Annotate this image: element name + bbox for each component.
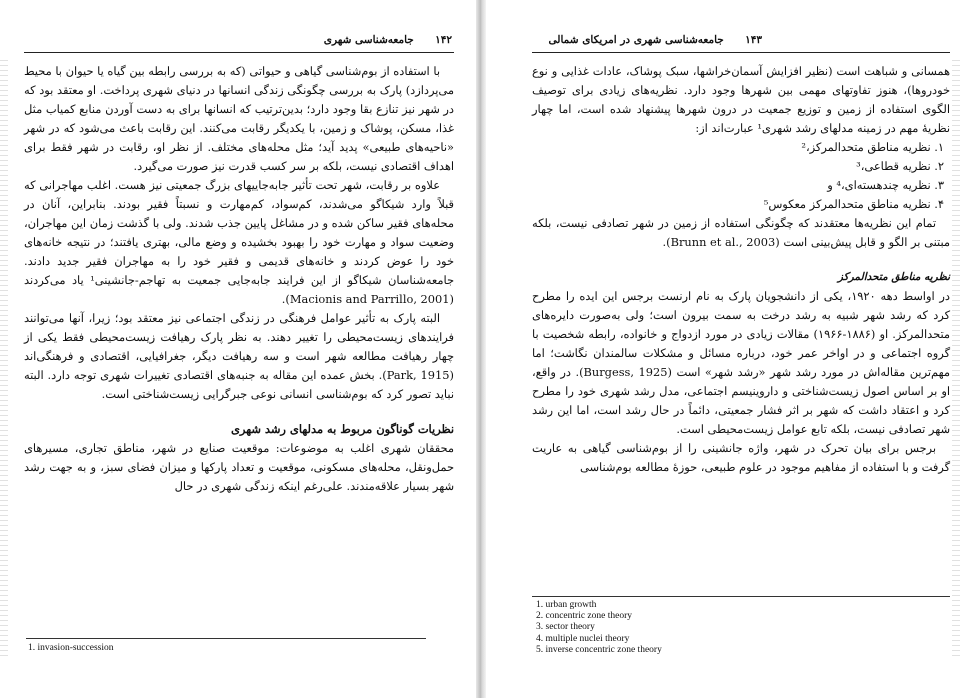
- scan-edge: [952, 60, 960, 660]
- body-text: [24, 62, 454, 496]
- list-item: ۲. نظریه قطاعی،³: [856, 159, 944, 173]
- paragraph: محققان شهری اغلب به موضوعات: موقعیت صنایع در شهر، مناطق تجاری، مسیرهای حمل‌ونقل، محله‌های مسکونی، موقعیت و تعداد پارکها و میزان فضای سبز، و به جهت رشد شهر بسیار علاقه‌مندند. علی‌رغم اینکه زندگی شهری در حال: [24, 441, 454, 493]
- running-title: جامعه‌شناسی شهری در امریکای شمالی: [548, 34, 724, 46]
- running-title: جامعه‌شناسی شهری: [323, 34, 414, 46]
- footnote: 1. invasion-succession: [28, 643, 114, 653]
- book-spine: [476, 0, 486, 698]
- footnotes: [536, 600, 662, 656]
- scan-edge: [0, 60, 8, 660]
- header-rule: [24, 52, 454, 53]
- footnote: 1. urban growth: [536, 600, 597, 610]
- footnote-rule: [532, 596, 950, 597]
- page-number: ۱۴۳: [745, 34, 762, 46]
- footnote: 4. multiple nuclei theory: [536, 633, 630, 644]
- paragraph: تمام این نظریه‌ها معتقدند که چگونگی استفاده از زمین در شهر تصادفی نیست، بلکه مبتنی بر الگو و قابل پیش‌بینی است (Brunn et al., 2003).: [532, 216, 950, 249]
- paragraph: علاوه بر رقابت، شهر تحت تأثیر جابه‌جاییهای بزرگ جمعیتی نیز هست. اغلب مهاجرانی که قبلاً وارد شیکاگو می‌شدند، کم‌سواد، کم‌مهارت و نسبتاً فقیر بودند. بنابراین، آنان در محله‌های فقیر ساکن شده و در مشاغل پایین جذب شدند. ولی با گذشت زمان این مهاجران، وضعیت سواد و مهارت خود را بهبود بخشیده و وضع مالی، بهتری یافتند؛ در نتیجه خانه‌های خود را عوض کردند و خانه‌های قدیمی و فقیر خود را به مهاجران فقیر جدید دادند. جامعه‌شناسان شیکاگو از این فرایند جابه‌جایی جمعیت به تهاجم-جانشینی¹ یاد می‌کردند (Macionis and Parrillo, 2001).: [24, 178, 455, 306]
- section-heading: نظریات گوناگون مربوط به مدلهای رشد شهری: [230, 422, 454, 436]
- page-142: [0, 0, 476, 698]
- page-143: [486, 0, 962, 698]
- footnotes: [28, 643, 114, 654]
- running-header: [312, 34, 452, 50]
- page-number: ۱۴۲: [435, 34, 452, 46]
- footnote: 5. inverse concentric zone theory: [536, 644, 662, 655]
- section-heading: نظریه مناطق متحدالمرکز: [837, 271, 950, 283]
- footnote-rule: [26, 638, 426, 639]
- paragraph: با استفاده از بوم‌شناسی گیاهی و حیواتی (که به بررسی رابطه بین گیاه یا حیوان با محیط می‌پردازد) پارک به بررسی چگونگی زندگی انسانها در دنیای شهری پرداخت. او معتقد بود که در شهر نیز تنازع بقا وجود دارد؛ بدین‌ترتیب که انسانها برای به دست آوردن منابع کمیاب مثل غذا، مسکن، پوشاک و زمین، با یکدیگر رقابت می‌کنند. این رقابت باعث می‌شود که در شهر «ناحیه‌های طبیعی» پدید آید؛ مثل محله‌های مختلف. از نظر او، رقابت در شهر فقط برای اهداف اقتصادی نیست، بلکه بر سر کسب قدرت نیز صورت می‌گیرد.: [24, 64, 454, 173]
- paragraph: همسانی و شباهت است (نظیر افزایش آسمان‌خراشها، سبک پوشاک، عادات غذایی و نوع خودروها)، هنوز تفاوتهای مهمی بین شهرها وجود دارد. نظریه‌های زیادی برای توصیف الگوی استفاده از زمین و توزیع جمعیت در درون شهرها پیشنهاد شده است، اما چهار نظریهٔ مهم در زمینه مدلهای رشد شهری¹ عبارت‌اند از:: [532, 64, 950, 135]
- paragraph: برجس برای بیان تحرک در شهر، واژه جانشینی را از بوم‌شناسی گیاهی به عاریت گرفت و با استفاده از مفاهیم موجود در علوم طبیعی، حوزهٔ مطالعه بوم‌شناسی: [532, 441, 950, 474]
- footnote: 2. concentric zone theory: [536, 611, 633, 622]
- footnote: 3. sector theory: [536, 622, 595, 633]
- list-item: ۴. نظریه مناطق متحدالمرکز معکوس⁵: [763, 197, 944, 211]
- running-header: [532, 34, 762, 50]
- body-text: [532, 62, 950, 477]
- paragraph: در اواسط دهه ۱۹۲۰، یکی از دانشجویان پارک به نام ارنست برجس این ایده را مطرح کرد که رشد شهر شبیه به رشد درخت به سمت بیرون است؛ ولی به‌صورت دایره‌های متحدالمرکز. او (۱۸۸۶-۱۹۶۶) مقالات زیادی در مورد ازدواج و خانواده، رابطه شخصیت با گروه اجتماعی و در اواخر عمر خود، درباره مسائل و مشکلات سالمندان نگاشت؛ اما مهم‌ترین مقاله‌اش در مورد رشد شهر «رشد شهر» است (Burgess, 1925). در واقع، او بر اساس اصول زیست‌شناختی و داروینیسم اجتماعی، مدل رشد شهری خود را مطرح کرد و اعتقاد داشت که شهر بر اثر فشار جمعیتی، دائماً در حال رشد است، اما این رشد شهر تصادفی نیست، بلکه تابع عوامل زیست‌محیطی است.: [532, 289, 951, 436]
- paragraph: البته پارک به تأثیر عوامل فرهنگی در زندگی اجتماعی نیز معتقد بود؛ زیرا، آنها می‌توانند فرایندهای زیست‌محیطی را تغییر دهند. به نظر پارک رهیافت زیست‌محیطی فقط یکی از چهار رهیافت مطالعه شهر است و سه رهیافت دیگر، جغرافیایی، اقتصادی و فرهنگی‌اند (Park, 1915). بخش عمده این مقاله به جنبه‌های اقتصادی تغییرات شهری توجه دارد. البته نباید تصور کرد که بوم‌شناسی انسانی نوعی جبرگرایی زیست‌شناختی است.: [24, 311, 454, 401]
- list-item: ۱. نظریه مناطق متحدالمرکز،²: [801, 140, 944, 154]
- list-item: ۳. نظریه چندهسته‌ای،⁴ و: [827, 178, 944, 192]
- header-rule: [532, 52, 950, 53]
